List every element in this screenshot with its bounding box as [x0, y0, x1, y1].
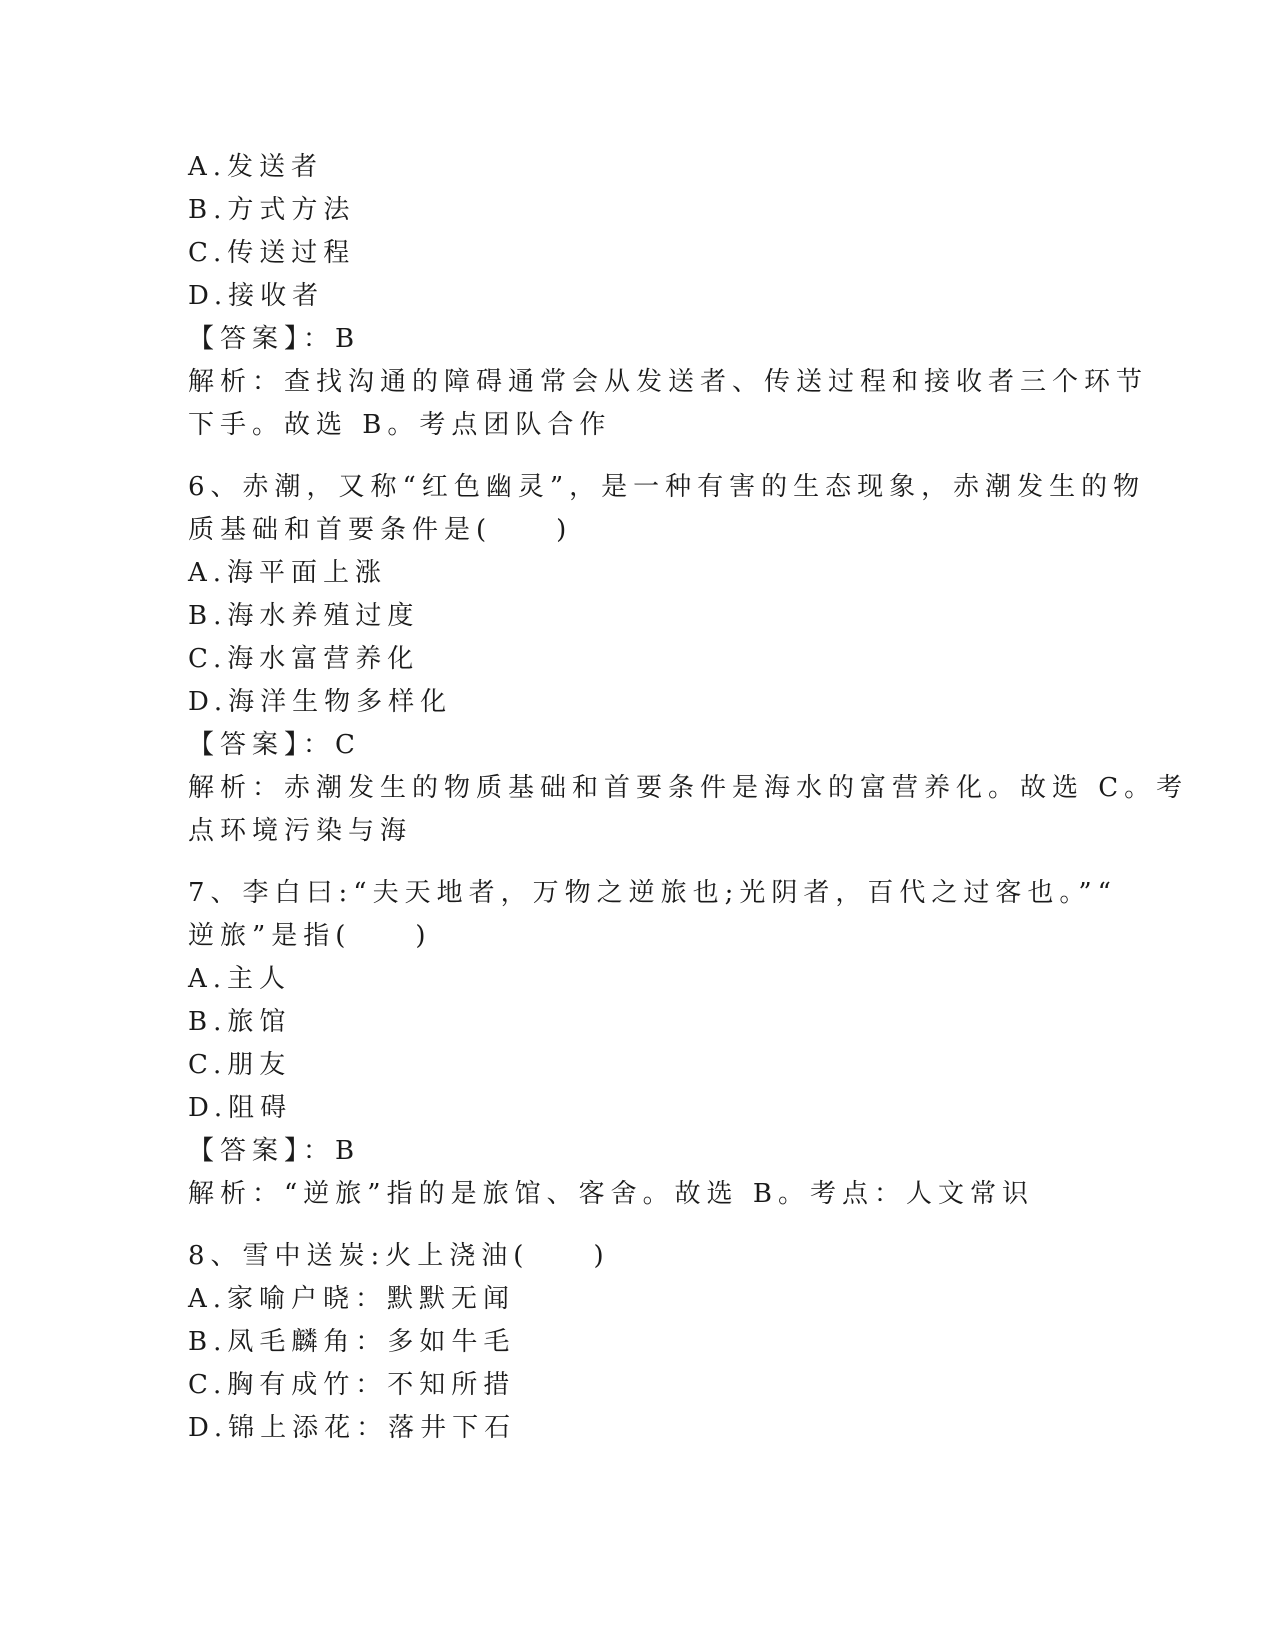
q5-answer: 【答案】：B — [188, 324, 361, 354]
q6-analysis-line-2: 点环境污染与海 — [188, 816, 413, 846]
q5-option-a: A.发送者 — [188, 152, 324, 182]
section-spacer — [188, 447, 1088, 466]
q6-stem-line-2: 质基础和首要条件是( ) — [188, 515, 573, 545]
q8-option-a: A.家喻户晓：默默无闻 — [188, 1284, 516, 1314]
q6-option-c: C.海水富营养化 — [188, 644, 420, 674]
q6-stem-line-1: 6、赤潮，又称“红色幽灵”，是一种有害的生态现象，赤潮发生的物 — [188, 472, 1146, 502]
q7-option-a: A.主人 — [188, 964, 292, 994]
section-spacer — [188, 853, 1088, 872]
q5-analysis-line-2: 下手。故选 B。考点团队合作 — [188, 410, 612, 440]
q5-analysis-line-1: 解析：查找沟通的障碍通常会从发送者、传送过程和接收者三个环节 — [188, 367, 1149, 397]
q7-answer: 【答案】：B — [188, 1136, 361, 1166]
page-content — [188, 146, 1189, 1450]
q8-option-b: B.凤毛麟角：多如牛毛 — [188, 1327, 516, 1357]
q8-option-c: C.胸有成竹：不知所措 — [188, 1370, 516, 1400]
q6-analysis-line-1: 解析：赤潮发生的物质基础和首要条件是海水的富营养化。故选 C。考 — [188, 773, 1189, 803]
q5-option-d: D.接收者 — [188, 281, 325, 311]
q7-option-b: B.旅馆 — [188, 1007, 292, 1037]
q5-option-b: B.方式方法 — [188, 195, 356, 225]
q6-option-b: B.海水养殖过度 — [188, 601, 420, 631]
q6-answer: 【答案】：C — [188, 730, 361, 760]
q7-stem-line-2: 逆旅”是指( ) — [188, 921, 432, 951]
q7-stem-line-1: 7、李白曰:“夫天地者，万物之逆旅也;光阴者，百代之过客也。”“ — [188, 878, 1117, 908]
q6-option-d: D.海洋生物多样化 — [188, 687, 453, 717]
q6-option-a: A.海平面上涨 — [188, 558, 388, 588]
q7-analysis-line-1: 解析：“逆旅”指的是旅馆、客舍。故选 B。考点：人文常识 — [188, 1179, 1034, 1209]
section-spacer — [188, 1216, 1088, 1235]
q7-option-c: C.朋友 — [188, 1050, 292, 1080]
q7-option-d: D.阻碍 — [188, 1093, 293, 1123]
q8-option-d: D.锦上添花：落井下石 — [188, 1413, 517, 1443]
q8-stem-line-1: 8、雪中送炭:火上浇油( ) — [188, 1241, 610, 1271]
q5-option-c: C.传送过程 — [188, 238, 356, 268]
